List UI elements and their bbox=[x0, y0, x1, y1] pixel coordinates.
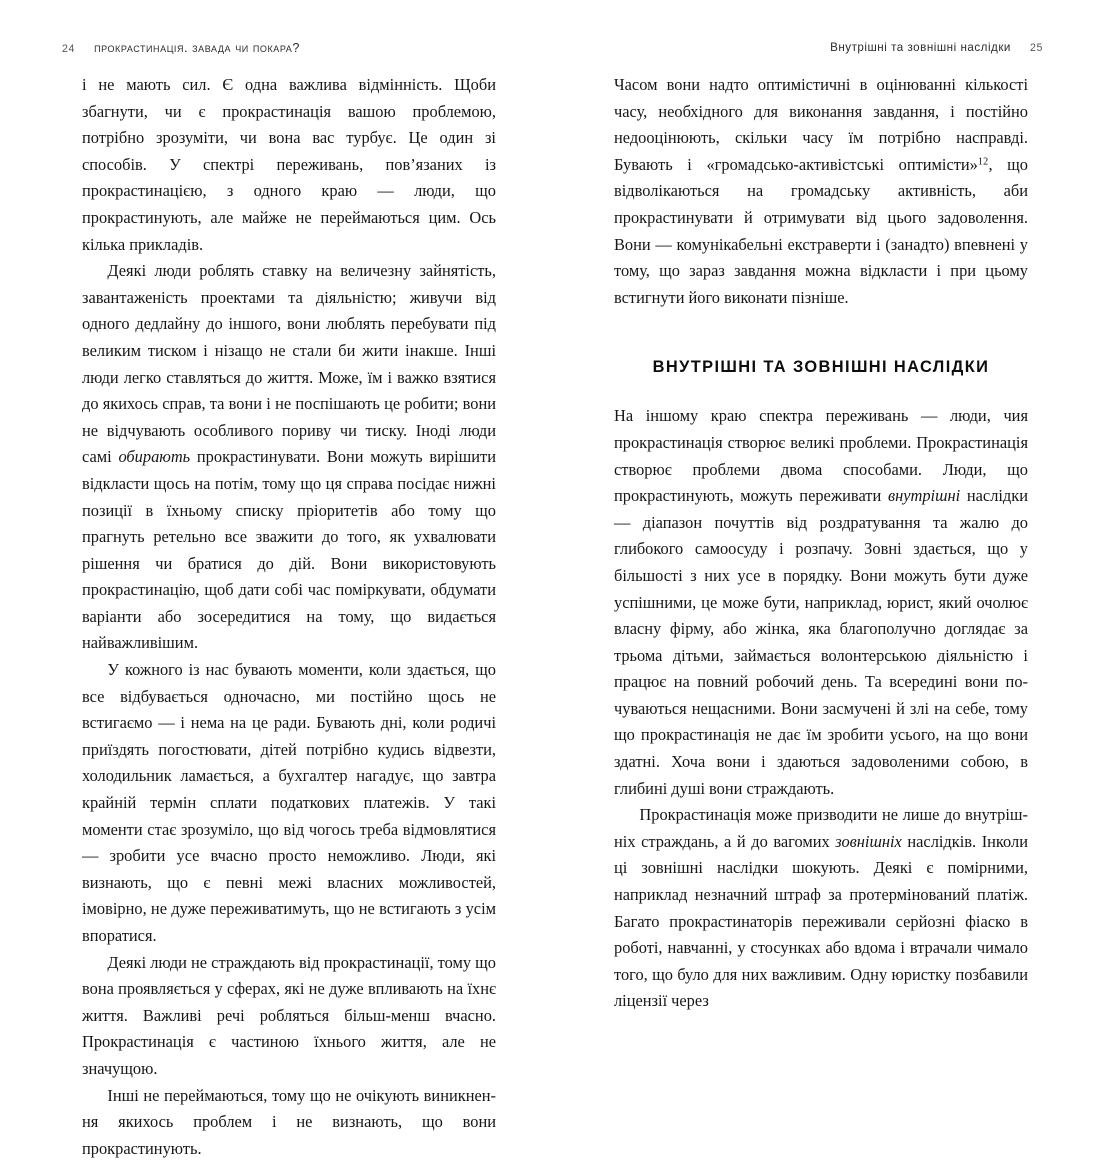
text-run: Деякі люди роблять ставку на величезну зайнятість, завантаженість проектами та діяльністю; живучи від одного дедлайну до іншого, вони люблять перебувати під великим тиском і нізащо не стали би жити інакше. Інші люди легко ставляться до життя. Може, їм і важко взятися до якихось справ, та вони і не поспішають це робити; вони не відчувають особливого пориву чи тиску. Іноді люди самі bbox=[82, 261, 496, 467]
paragraph bbox=[82, 258, 496, 657]
text-run: Прокрастинація може призводити не лише до внутрішніх страждань, а й до вагомих bbox=[614, 805, 1028, 851]
section-heading: ВНУТРІШНІ ТА ЗОВНІШНІ НАСЛІДКИ bbox=[652, 358, 990, 377]
text-run: На іншому краю спектра переживань — люди, чия прокрастинація створює великі проблеми. Прокрастинація створює проблеми двома способами. Люди, що прокрастинують, можуть переживати bbox=[614, 406, 1028, 506]
running-head-title-right: Внутрішні та зовнішні наслідки bbox=[830, 41, 1011, 54]
paragraph bbox=[82, 657, 496, 950]
running-head-right bbox=[830, 40, 1043, 56]
paragraph bbox=[82, 1083, 496, 1162]
emphasis-text: зовнішніх bbox=[835, 831, 902, 851]
text-run: Інші не переймаються, тому що не очікують виникнення якихось проблем і не визнають, що вони прокрастинують. bbox=[82, 1085, 496, 1158]
right-page-text-column bbox=[614, 72, 1028, 1015]
text-run: Деякі люди не страждають від прокрастинації, тому що вона проявляється у сферах, які не дуже впливають на їхнє життя. Важливі речі робляться більш-менш вчасно. Прокрастинація є частиною їхнього життя, але не значущою. bbox=[82, 952, 496, 1078]
text-run: Часом вони надто оптимістичні в оцінюванні кількості часу, необхідного для виконання завдання, і постійно недооцінюють, скільки часу їм потрібно насправді. Бувають і «громадсько-активістські оптимісти» bbox=[614, 75, 1028, 174]
left-page-text-column bbox=[82, 72, 496, 1162]
text-run: У кожного із нас бувають моменти, коли здається, що все відбувається одночасно, ми постійно щось не встигаємо — і нема на це ради. Бувають дні, коли родичі приїздять погостювати, дітей потрібно кудись відвезти, холодильник ламається, а бухгалтер нагадує, що завтра крайній термін сплати податкових платежів. У такі моменти стає зрозуміло, що від чогось треба відмовлятися — зробити усе вчасно просто неможливо. Люди, які визнають, що є певні межі власних можливостей, імовірно, не дуже переживатимуть, що не встигають з усім впоратися. bbox=[82, 660, 496, 945]
emphasis-text: обирають bbox=[118, 447, 191, 467]
emphasis-text: внутрішні bbox=[887, 486, 961, 506]
paragraph bbox=[614, 403, 1028, 802]
text-run: наслідки — діапазон почуттів від роздратування та жалю до глибокого самоосуду і розпачу. Зовні здається, що у більшості з них усе в порядку. Вони можуть бути дуже успішними, це може бути, наприклад, юрист, який очолює власну фірму, або жінка, яка благополучно доглядає за трьома дітьми, займається волонтерською діяльністю і працює на повний робочий день. Та всередині вони почуваються нещасними. Вони засмучені й злі на себе, тому що прокрастинація не дає їм зробити усього, на що вони здатні. Хоча вони і здаються задоволеними собою, в глибині душі вони страждають. bbox=[614, 486, 1028, 798]
page-number-right: 25 bbox=[1029, 42, 1043, 54]
text-run: наслідків. Інколи ці зовнішні наслідки шокують. Деякі є помірними, наприклад незначний штраф за протермінований платіж. Багато прокрастинаторів переживали серйозні фіаско в роботі, навчанні, у стосунках або вдома і втрачали чимало того, що було для них важливим. Одну юристку позбавили ліцензії через bbox=[614, 831, 1028, 1011]
text-run: , що відволікаються на громадську активність, аби прокрастинувати й отримувати від цього задоволення. Вони — комунікабельні екстраверти і (занадто) впевнені у тому, що зараз завдання можна відкласти і при цьому встигнути його виконати пізніше. bbox=[614, 154, 1028, 307]
paragraph bbox=[614, 72, 1028, 311]
text-run: і не мають сил. Є одна важлива відмінність. Щоби збагнути, чи є прокрастинація вашою проблемою, потрібно зрозуміти, чи вона вас турбує. Це один зі способів. У спектрі переживань, пов’язаних із прокрастинацією, з одного краю — люди, що прокрастинують, але майже не переймаються цим. Ось кілька прикладів. bbox=[82, 75, 496, 254]
running-head-left bbox=[62, 40, 300, 56]
page-number-left: 24 bbox=[62, 43, 76, 55]
paragraph bbox=[614, 802, 1028, 1015]
running-head-title-left: прокрастинація. завада чи покара? bbox=[94, 41, 300, 55]
paragraph bbox=[82, 950, 496, 1083]
footnote-reference: 12 bbox=[977, 156, 989, 168]
text-run: прокрастинувати. Вони можуть вирішити відкласти щось на потім, тому що ця справа посідає нижні позиції в їхньому списку пріоритетів або тому що прагнуть ретельно все зважити до того, як ухвалювати рішення чи братися до дій. Вони використовують прокрастинацію, щоб дати собі час поміркувати, обдумати варіанти або зосередитися на тому, що видається найважливішим. bbox=[82, 447, 496, 653]
paragraph bbox=[82, 72, 496, 258]
